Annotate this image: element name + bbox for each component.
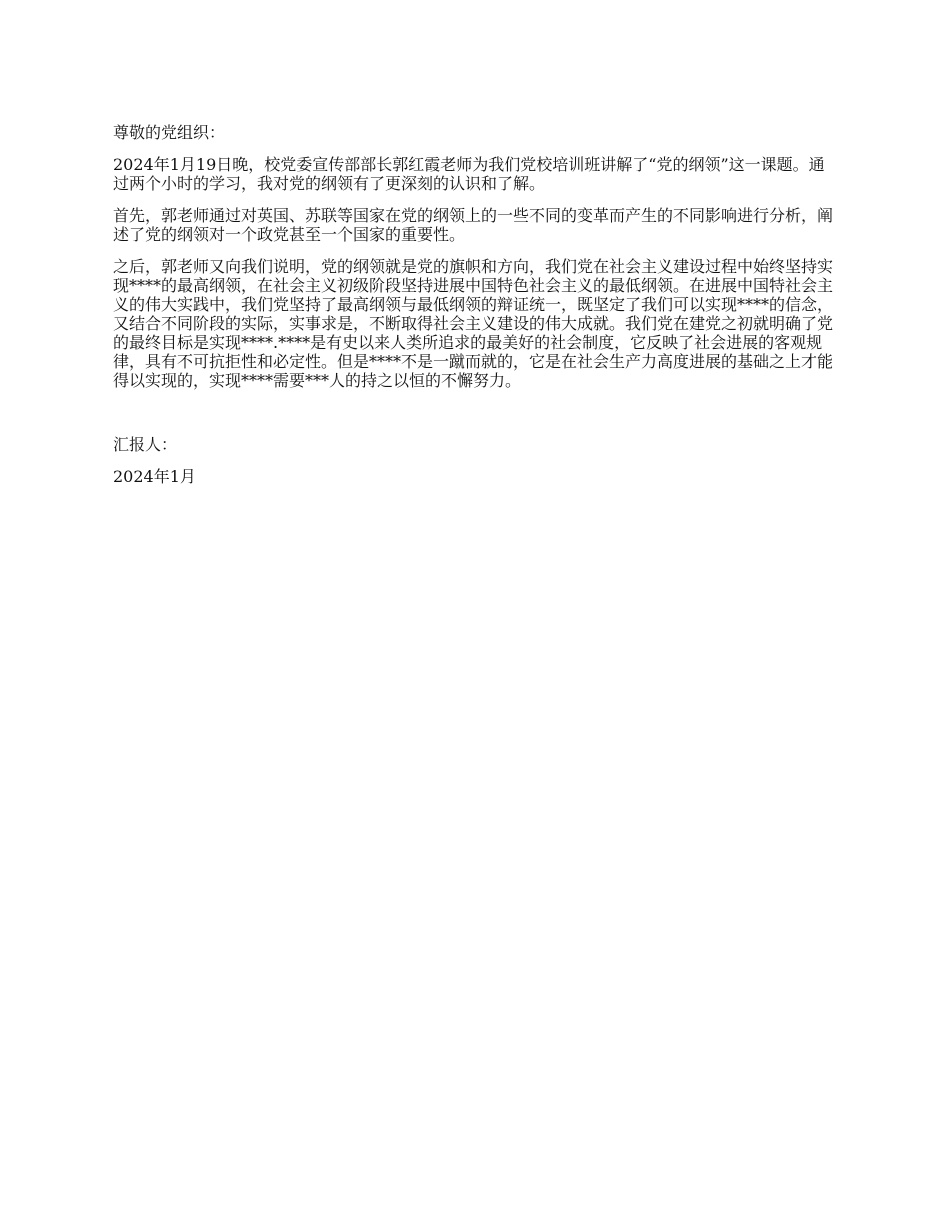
spacer xyxy=(113,403,838,435)
salutation: 尊敬的党组织： xyxy=(113,123,226,142)
report-date: 2024年1月 xyxy=(113,467,196,486)
body-paragraph-2: 首先，郭老师通过对英国、苏联等国家在党的纲领上的一些不同的变革而产生的不同影响进行分析，阐述了党的纲领对一个政党甚至一个国家的重要性。 xyxy=(113,206,834,244)
signature-label: 汇报人： xyxy=(113,435,178,454)
body-paragraph-1: 2024年1月19日晚，校党委宣传部部长郭红霞老师为我们党校培训班讲解了“党的纲领”这一课题。通过两个小时的学习，我对党的纲领有了更深刻的认识和了解。 xyxy=(113,155,825,193)
body-paragraph-3: 之后，郭老师又向我们说明，党的纲领就是党的旗帜和方向，我们党在社会主义建设过程中始终坚持实现****的最高纲领，在社会主义初级阶段坚持进展中国特色社会主义的最低纲领。在进展中国特社会主义的伟大实践中，我们党坚持了最高纲领与最低纲领的辩证统一，既坚定了我们可以实现****的信念，又结合不同阶段的实际，实事求是，不断取得社会主义建设的伟大成就。我们党在建党之初就明确了党的最终目标是实现****.****是有史以来人类所追求的最美好的社会制度，它反映了社会进展的客观规律，具有不可抗拒性和必定性。但是****不是一蹴而就的，它是在社会生产力高度进展的基础之上才能得以实现的，实现****需要***人的持之以恒的不懈努力。 xyxy=(113,257,834,390)
